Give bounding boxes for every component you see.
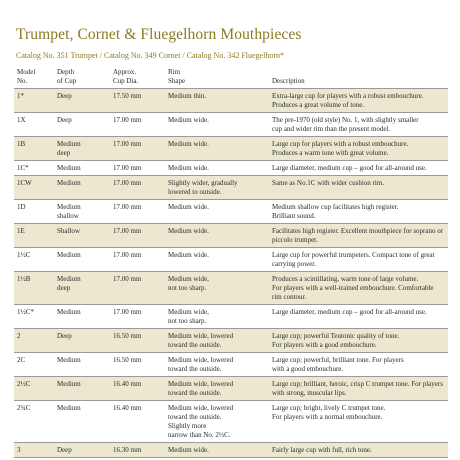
depth-cell — [54, 113, 110, 137]
depth-cell-line: deep — [57, 284, 71, 292]
depth-cell — [54, 329, 110, 353]
header-cup-dia — [110, 68, 165, 89]
rim-cell — [165, 137, 269, 161]
rim-cell-line: Medium wide. — [168, 116, 209, 124]
description-cell-line: Large cup; powerful, brilliant tone. For players — [272, 356, 404, 364]
description-cell-line: Large diameter, medium cup – good for all-around use. — [272, 164, 427, 172]
description-cell — [269, 161, 448, 176]
description-cell-line: Produces a great volume of tone. — [272, 101, 365, 109]
cup-dia-cell: 17.00 mm — [110, 176, 165, 200]
header-rim — [165, 68, 269, 89]
table-row — [14, 89, 448, 113]
model-cell: 2 — [14, 329, 54, 353]
description-cell-line: rim contour. — [272, 293, 307, 301]
rim-cell-line: Medium wide. — [168, 164, 209, 172]
table-row — [14, 272, 448, 305]
rim-cell-line: Medium wide, lowered — [168, 380, 234, 388]
depth-cell — [54, 353, 110, 377]
rim-cell — [165, 176, 269, 200]
cup-dia-cell: 16.30 mm — [110, 443, 165, 458]
depth-cell — [54, 377, 110, 401]
cup-dia-cell: 17.00 mm — [110, 272, 165, 305]
rim-cell-line: Medium wide. — [168, 227, 209, 235]
model-cell: 2½C — [14, 377, 54, 401]
description-cell-line: For players with a normal embouchure. — [272, 413, 383, 421]
depth-cell-line: Medium — [57, 251, 81, 259]
cup-dia-cell: 17.00 mm — [110, 305, 165, 329]
header-rim-line1: Rim — [168, 68, 181, 76]
cup-dia-cell: 17.00 mm — [110, 113, 165, 137]
description-cell-line: cup and wider rim than the present model. — [272, 125, 391, 133]
description-cell — [269, 443, 448, 458]
depth-cell-line: Medium — [57, 140, 81, 148]
table-row — [14, 137, 448, 161]
page-title: Trumpet, Cornet & Fluegelhorn Mouthpieces — [16, 26, 302, 43]
depth-cell — [54, 272, 110, 305]
depth-cell-line: deep — [57, 149, 71, 157]
description-cell-line: Large cup; powerful Teutonic quality of tone. — [272, 332, 400, 340]
cup-dia-cell: 17.00 mm — [110, 161, 165, 176]
model-cell: 1D — [14, 200, 54, 224]
table-row — [14, 443, 448, 458]
description-cell — [269, 176, 448, 200]
model-cell: 1CW — [14, 176, 54, 200]
rim-cell-line: Slightly wider, gradually — [168, 179, 238, 187]
rim-cell — [165, 161, 269, 176]
header-model-line1: Model — [17, 68, 36, 76]
header-depth — [54, 68, 110, 89]
description-cell-line: For players with a well-trained embouchure. Comfortable — [272, 284, 434, 292]
description-cell — [269, 89, 448, 113]
model-cell: 1C* — [14, 161, 54, 176]
rim-cell-line: Medium wide. — [168, 203, 209, 211]
rim-cell-line: lowered to outside. — [168, 188, 222, 196]
header-depth-line1: Depth — [57, 68, 75, 76]
depth-cell — [54, 401, 110, 443]
table-row — [14, 248, 448, 272]
depth-cell-line: Shallow — [57, 227, 80, 235]
description-cell — [269, 377, 448, 401]
description-cell-line: Facilitates high register. Excellent mouthpiece for soprano or — [272, 227, 444, 235]
depth-cell-line: Medium — [57, 308, 81, 316]
description-cell — [269, 305, 448, 329]
cup-dia-cell: 16.40 mm — [110, 377, 165, 401]
depth-cell-line: Deep — [57, 116, 72, 124]
description-cell-line: Brilliant sound. — [272, 212, 316, 220]
description-cell — [269, 137, 448, 161]
depth-cell — [54, 161, 110, 176]
table-row — [14, 161, 448, 176]
rim-cell-line: toward the outside. — [168, 413, 222, 421]
mouthpiece-table — [14, 68, 448, 458]
rim-cell-line: Medium wide. — [168, 140, 209, 148]
description-cell-line: Large cup; bright, lively C trumpet tone. — [272, 404, 386, 412]
description-cell-line: Large cup for players with a robust embouchure. — [272, 140, 409, 148]
description-cell-line: Extra-large cup for players with a robust embouchure. — [272, 92, 424, 100]
description-cell — [269, 224, 448, 248]
cup-dia-cell: 16.50 mm — [110, 329, 165, 353]
cup-dia-cell: 16.50 mm — [110, 353, 165, 377]
rim-cell-line: not too sharp. — [168, 317, 207, 325]
depth-cell-line: Medium — [57, 275, 81, 283]
depth-cell-line: Deep — [57, 92, 72, 100]
rim-cell-line: Medium wide. — [168, 446, 209, 454]
description-cell — [269, 272, 448, 305]
description-cell-line: Large cup for powerful trumpeters. Compact tone of great — [272, 251, 435, 259]
description-cell-line: The pre-1970 (old style) No. 1, with slightly smaller — [272, 116, 419, 124]
description-cell-line: with a good embouchure. — [272, 365, 344, 373]
depth-cell — [54, 200, 110, 224]
rim-cell-line: toward the outside. — [168, 365, 222, 373]
table-row — [14, 305, 448, 329]
rim-cell — [165, 272, 269, 305]
depth-cell-line: Medium — [57, 164, 81, 172]
header-model-line2: No. — [17, 77, 28, 85]
depth-cell — [54, 176, 110, 200]
table-row — [14, 401, 448, 443]
depth-cell-line: Deep — [57, 332, 72, 340]
rim-cell — [165, 113, 269, 137]
rim-cell-line: Medium wide, lowered — [168, 356, 234, 364]
table-row — [14, 200, 448, 224]
depth-cell — [54, 137, 110, 161]
description-cell — [269, 353, 448, 377]
table-body — [14, 89, 448, 458]
rim-cell — [165, 443, 269, 458]
description-cell-line: Produces a warm tone with great volume. — [272, 149, 389, 157]
rim-cell — [165, 377, 269, 401]
rim-cell-line: toward the outside. — [168, 389, 222, 397]
depth-cell-line: Medium — [57, 203, 81, 211]
depth-cell — [54, 224, 110, 248]
rim-cell-line: not too sharp. — [168, 284, 207, 292]
model-cell: 1X — [14, 113, 54, 137]
rim-cell — [165, 353, 269, 377]
rim-cell — [165, 401, 269, 443]
cup-dia-cell: 17.00 mm — [110, 224, 165, 248]
depth-cell — [54, 89, 110, 113]
model-cell: 1½B — [14, 272, 54, 305]
model-cell: 3 — [14, 443, 54, 458]
description-cell-line: Large cup; brilliant, heroic, crisp C trumpet tone. For players — [272, 380, 443, 388]
rim-cell-line: Medium wide. — [168, 251, 209, 259]
depth-cell — [54, 305, 110, 329]
rim-cell-line: Medium wide, — [168, 275, 209, 283]
description-cell — [269, 200, 448, 224]
table-row — [14, 224, 448, 248]
header-cup-dia-line2: Cup Dia. — [113, 77, 139, 85]
cup-dia-cell: 16.40 mm — [110, 401, 165, 443]
cup-dia-cell: 17.50 mm — [110, 89, 165, 113]
page-subtitle: Catalog No. 351 Trumpet / Catalog No. 349 Cornet / Catalog No. 342 Fluegelhorn* — [16, 51, 284, 60]
rim-cell — [165, 305, 269, 329]
cup-dia-cell: 17.00 mm — [110, 137, 165, 161]
depth-cell-line: Medium — [57, 404, 81, 412]
description-cell-line: with strong, muscular lips. — [272, 389, 347, 397]
description-cell-line: Fairly large cup with full, rich tone. — [272, 446, 372, 454]
description-cell-line: piccolo trumpet. — [272, 236, 318, 244]
rim-cell-line: toward the outside. — [168, 341, 222, 349]
model-cell: 2C — [14, 353, 54, 377]
model-cell: 2¾C — [14, 401, 54, 443]
description-cell — [269, 401, 448, 443]
depth-cell-line: Medium — [57, 356, 81, 364]
rim-cell — [165, 329, 269, 353]
table-row — [14, 113, 448, 137]
description-cell-line: carrying power. — [272, 260, 316, 268]
description-cell-line: Same as No.1C with wider cushion rim. — [272, 179, 384, 187]
table-row — [14, 353, 448, 377]
model-cell: 1½C — [14, 248, 54, 272]
rim-cell — [165, 248, 269, 272]
rim-cell-line: Medium thin. — [168, 92, 207, 100]
description-cell-line: Produces a scintillating, warm tone of large volume. — [272, 275, 419, 283]
header-rim-line2: Shape — [168, 77, 186, 85]
table-row — [14, 176, 448, 200]
description-cell-line: Large diameter, medium cup – good for all-around use. — [272, 308, 427, 316]
description-cell — [269, 329, 448, 353]
depth-cell-line: shallow — [57, 212, 79, 220]
depth-cell — [54, 248, 110, 272]
rim-cell-line: Slightly more — [168, 422, 207, 430]
header-description — [269, 68, 448, 89]
depth-cell-line: Deep — [57, 446, 72, 454]
header-description-line: Description — [272, 77, 305, 85]
rim-cell-line: narrow than No. 2½C. — [168, 431, 231, 439]
description-cell-line: For players with a good embouchure. — [272, 341, 377, 349]
rim-cell — [165, 200, 269, 224]
table-row — [14, 377, 448, 401]
depth-cell-line: Medium — [57, 179, 81, 187]
depth-cell-line: Medium — [57, 380, 81, 388]
model-cell: 1½C* — [14, 305, 54, 329]
description-cell — [269, 113, 448, 137]
rim-cell — [165, 89, 269, 113]
model-cell: 1B — [14, 137, 54, 161]
rim-cell-line: Medium wide, lowered — [168, 404, 234, 412]
description-cell — [269, 248, 448, 272]
cup-dia-cell: 17.00 mm — [110, 248, 165, 272]
model-cell: 1* — [14, 89, 54, 113]
rim-cell-line: Medium wide, — [168, 308, 209, 316]
cup-dia-cell: 17.00 mm — [110, 200, 165, 224]
rim-cell-line: Medium wide, lowered — [168, 332, 234, 340]
table-row — [14, 329, 448, 353]
header-model — [14, 68, 54, 89]
rim-cell — [165, 224, 269, 248]
depth-cell — [54, 443, 110, 458]
model-cell: 1E — [14, 224, 54, 248]
table-header — [14, 68, 448, 89]
header-cup-dia-line1: Approx. — [113, 68, 137, 76]
description-cell-line: Medium shallow cup facilitates high register. — [272, 203, 399, 211]
header-depth-line2: of Cup — [57, 77, 77, 85]
